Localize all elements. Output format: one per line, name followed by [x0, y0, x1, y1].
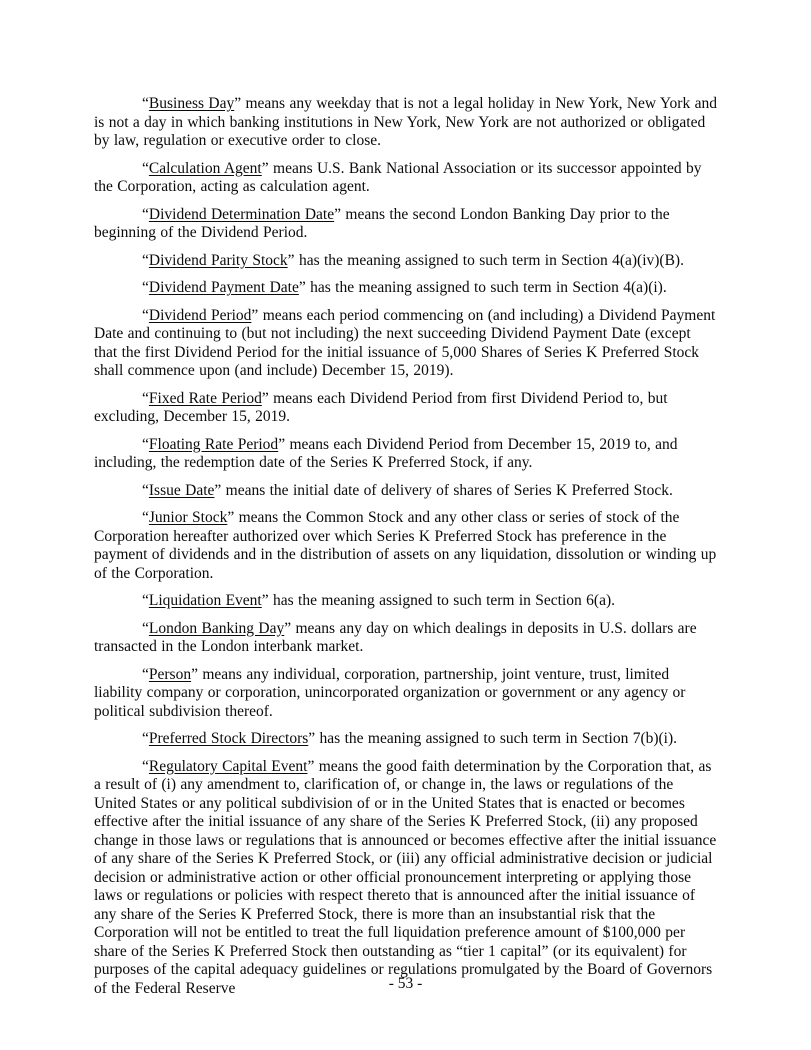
definition-text: has the meaning assigned to such term in Section 4(a)(iv)(B). — [294, 251, 684, 269]
close-quote: ” — [308, 730, 316, 747]
open-quote: “ — [142, 306, 149, 324]
close-quote: ” — [261, 592, 269, 609]
close-quote: ” — [261, 389, 269, 407]
close-quote: ” — [284, 619, 292, 637]
definition-paragraph — [94, 620, 718, 657]
open-quote: “ — [142, 665, 149, 683]
definition-text: means the Common Stock and any other class or series of stock of the Corporation hereafter authorized over which Series K Preferred Stock has preference in the payment of dividends and in the distribution of assets on any liquidation, dissolution or winding up of the Corporation. — [94, 509, 717, 582]
definition-text: has the meaning assigned to such term in Section 7(b)(i). — [315, 730, 678, 747]
definition-paragraph — [94, 160, 718, 197]
open-quote: “ — [142, 95, 149, 112]
open-quote: “ — [142, 251, 149, 269]
definition-paragraph — [94, 307, 718, 381]
defined-term: Calculation Agent — [148, 159, 262, 177]
definition-paragraph — [94, 592, 718, 611]
defined-term: Junior Stock — [148, 509, 228, 526]
defined-term: Issue Date — [148, 481, 215, 499]
definition-text: means the initial date of delivery of shares of Series K Preferred Stock. — [221, 481, 673, 499]
defined-term: Fixed Rate Period — [148, 389, 262, 407]
defined-term: Preferred Stock Directors — [148, 730, 309, 747]
page-number: - 53 - — [388, 974, 423, 992]
definition-paragraph — [94, 206, 718, 243]
defined-term: Dividend Parity Stock — [148, 251, 288, 269]
close-quote: ” — [227, 509, 235, 526]
definition-paragraph — [94, 509, 718, 583]
definition-text: means each period commencing on (and including) a Dividend Payment Date and continuing to (but not including) the next succeeding Dividend Payment Date (except that the first Dividend Period for the initial issuance of 5,000 Shares of Series K Preferred Stock shall commence upon (and include) December 15, 2019). — [94, 306, 716, 379]
defined-term: Floating Rate Period — [148, 435, 279, 453]
defined-term: London Banking Day — [148, 619, 285, 637]
open-quote: “ — [142, 435, 149, 453]
close-quote: ” — [307, 757, 315, 775]
close-quote: ” — [234, 95, 242, 112]
defined-term: Dividend Period — [148, 306, 252, 324]
definition-text: means any weekday that is not a legal holiday in New York, New York and is not a day in which banking institutions in New York, New York are not authorized or obligated by law, regulation or executive order to close. — [94, 95, 717, 149]
definition-text: has the meaning assigned to such term in Section 4(a)(i). — [305, 279, 667, 296]
close-quote: ” — [261, 159, 269, 177]
definition-text: means the good faith determination by the Corporation that, as a result of (i) any amendment to, clarification of, or change in, the laws or regulations of the United States or any political subdivision of or in the United States that is enacted or becomes effective after the initial issuance of any share of the Series K Preferred Stock, (ii) any proposed change in those laws or regulations that is announced or becomes effective after the initial issuance of any share of the Series K Preferred Stock, or (iii) any official administrative decision or judicial decision or administrative action or other official pronouncement interpreting or applying those laws or regulations or policies with respect thereto that is announced after the initial issuance of any share of the Series K Preferred Stock, there is more than an insubstantial risk that the Corporation will not be entitled to treat the full liquidation preference amount of $100,000 per share of the Series K Preferred Stock then outstanding as “tier 1 capital” (or its equivalent) for purposes of the capital adequacy guidelines or regulations promulgated by the Board of Governors of the Federal Reserve — [94, 757, 717, 997]
open-quote: “ — [142, 389, 149, 407]
definition-text: means any individual, corporation, partnership, joint venture, trust, limited liability company or corporation, unincorporated organization or government or any agency or political subdivision thereof. — [94, 665, 686, 720]
definition-paragraph — [94, 252, 718, 271]
close-quote: ” — [334, 205, 342, 223]
defined-term: Dividend Determination Date — [148, 205, 335, 223]
close-quote: ” — [214, 481, 222, 499]
open-quote: “ — [142, 757, 149, 775]
definition-paragraph — [94, 436, 718, 473]
definition-text: means any day on which dealings in deposits in U.S. dollars are transacted in the London interbank market. — [94, 619, 697, 655]
definition-paragraph — [94, 666, 718, 722]
defined-term: Regulatory Capital Event — [148, 757, 308, 775]
open-quote: “ — [142, 592, 149, 609]
definition-paragraph — [94, 730, 718, 749]
definition-paragraph — [94, 482, 718, 501]
definition-text: means U.S. Bank National Association or its successor appointed by the Corporation, acting as calculation agent. — [94, 159, 702, 195]
definition-text: means the second London Banking Day prior to the beginning of the Dividend Period. — [94, 205, 670, 241]
definition-paragraph — [94, 279, 718, 298]
close-quote: ” — [287, 251, 295, 269]
definition-paragraph — [94, 95, 718, 151]
open-quote: “ — [142, 205, 149, 223]
definition-paragraph — [94, 758, 718, 999]
defined-term: Person — [148, 665, 192, 683]
open-quote: “ — [142, 619, 149, 637]
definition-text: means each Dividend Period from first Dividend Period to, but excluding, December 15, 2019. — [94, 389, 668, 425]
open-quote: “ — [142, 159, 149, 177]
open-quote: “ — [142, 509, 149, 526]
open-quote: “ — [142, 279, 149, 296]
open-quote: “ — [142, 730, 149, 747]
definition-paragraph — [94, 390, 718, 427]
close-quote: ” — [191, 665, 198, 683]
close-quote: ” — [298, 279, 306, 296]
defined-term: Business Day — [148, 95, 235, 112]
close-quote: ” — [251, 306, 259, 324]
definitions-section — [94, 95, 718, 1007]
defined-term: Dividend Payment Date — [148, 279, 299, 296]
defined-term: Liquidation Event — [148, 592, 262, 609]
open-quote: “ — [142, 481, 149, 499]
close-quote: ” — [278, 435, 286, 453]
definition-text: means each Dividend Period from December 15, 2019 to, and including, the redemption date of the Series K Preferred Stock, if any. — [94, 435, 678, 471]
definition-text: has the meaning assigned to such term in Section 6(a). — [268, 592, 615, 609]
